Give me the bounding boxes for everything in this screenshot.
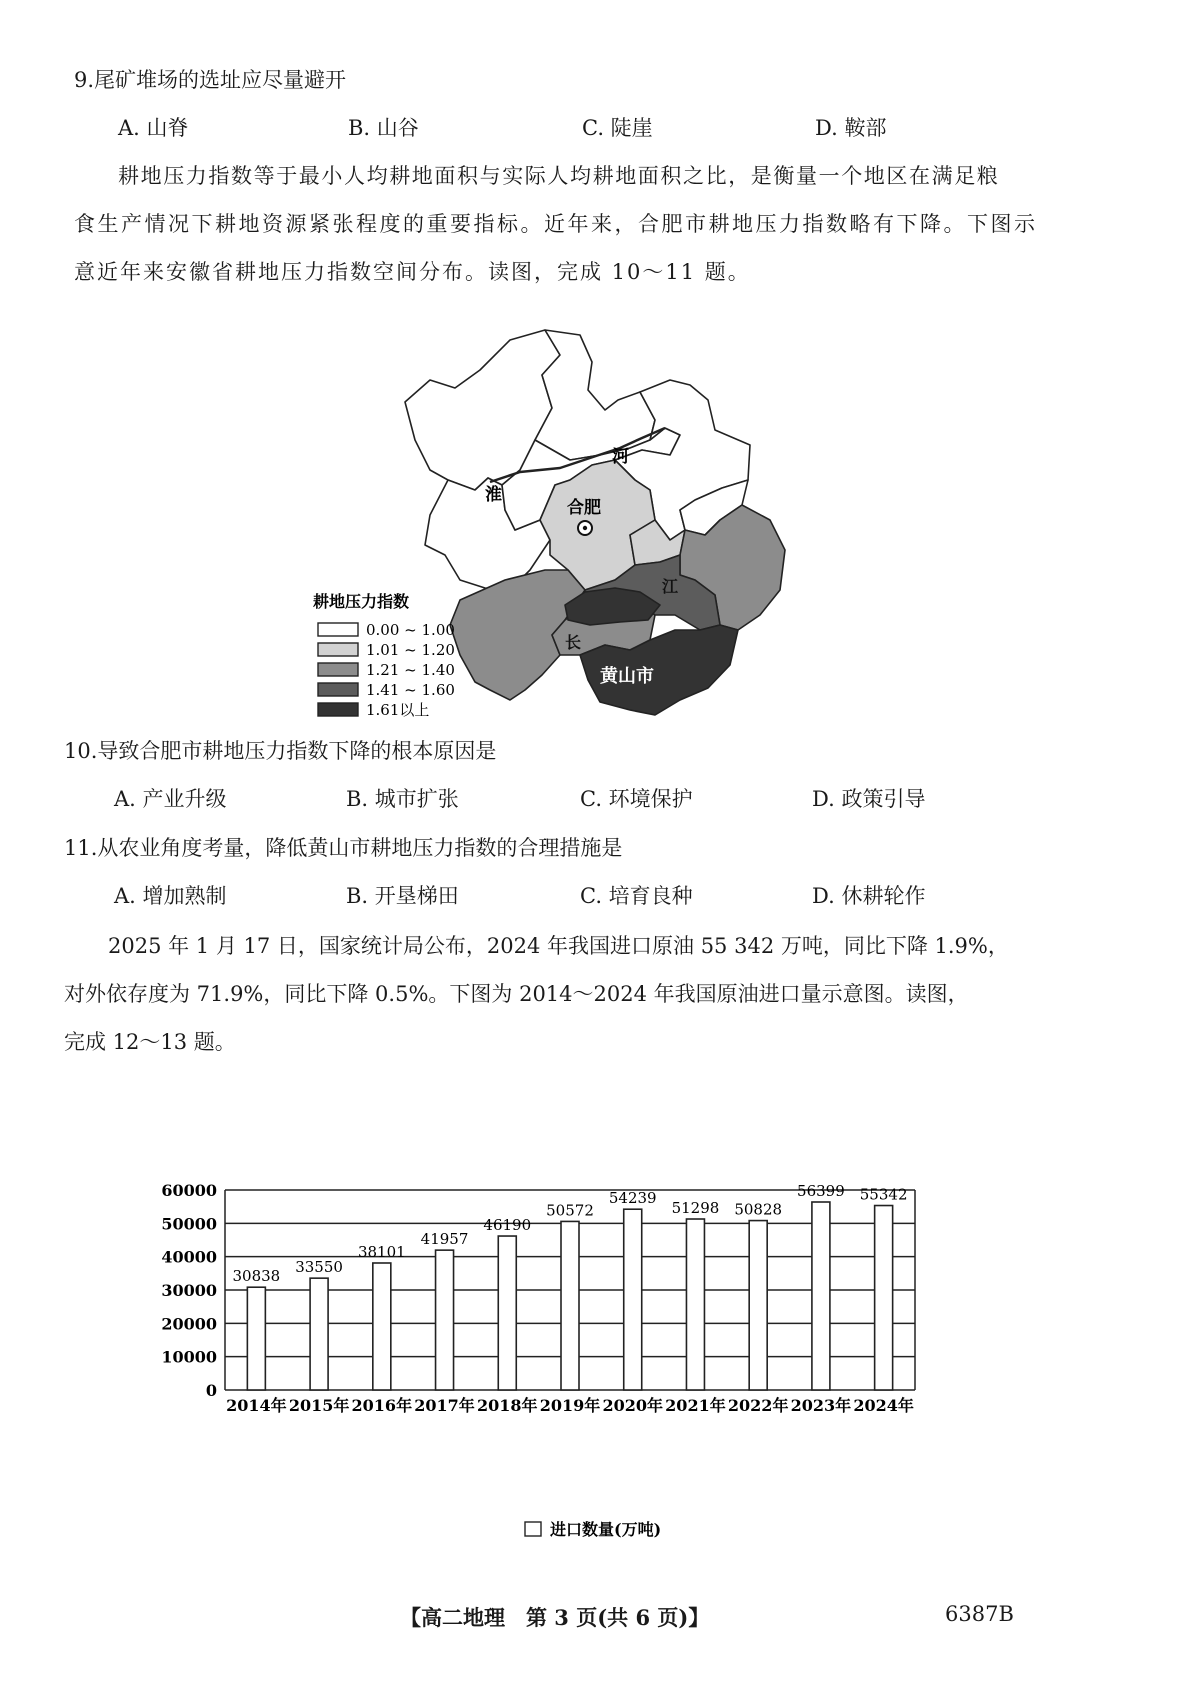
legend-series-name: 进口数量(万吨) <box>550 1520 662 1539</box>
q11-option-c: C. 培育良种 <box>580 884 693 908</box>
bar-value-label: 50572 <box>546 1201 594 1220</box>
chart-y-tick-labels <box>161 1181 217 1400</box>
legend-label-5: 1.61以上 <box>366 701 430 719</box>
q9-option-d: D. 鞍部 <box>815 116 887 140</box>
legend-label-1: 0.00 ~ 1.00 <box>366 621 455 639</box>
x-tick-label: 2018年 <box>476 1396 538 1415</box>
x-tick-label: 2022年 <box>727 1396 789 1415</box>
y-tick-label: 10000 <box>161 1347 217 1367</box>
page-footer: 【高二地理 第 3 页(共 6 页)】 <box>400 1605 710 1630</box>
bar <box>749 1221 767 1390</box>
bar-value-label: 50828 <box>734 1200 783 1219</box>
q11-option-b: B. 开垦梯田 <box>346 884 459 908</box>
bar <box>373 1263 391 1390</box>
y-tick-label: 60000 <box>161 1181 217 1200</box>
bar-value-label: 46190 <box>483 1216 532 1235</box>
bar <box>875 1206 893 1390</box>
intro1-line-2: 食生产情况下耕地资源紧张程度的重要指标。近年来，合肥市耕地压力指数略有下降。下图示 <box>74 212 1038 236</box>
bar <box>310 1278 328 1390</box>
legend-bar-swatch <box>525 1522 541 1536</box>
legend-label-3: 1.21 ~ 1.40 <box>366 661 455 679</box>
y-tick-label: 30000 <box>161 1281 217 1300</box>
q10-option-d: D. 政策引导 <box>812 787 926 811</box>
y-tick-label: 20000 <box>161 1314 217 1334</box>
map-label-huai: 淮 <box>485 485 502 505</box>
q10-options <box>0 783 1190 813</box>
x-tick-label: 2023年 <box>790 1396 852 1415</box>
q9-option-a: A. 山脊 <box>118 116 189 140</box>
legend-swatch-5 <box>318 703 358 716</box>
legend-swatch-1 <box>318 623 358 636</box>
x-tick-label: 2020年 <box>602 1396 664 1415</box>
q11-option-d: D. 休耕轮作 <box>812 884 926 908</box>
bar-value-label: 30838 <box>232 1267 281 1286</box>
bar-value-label: 51298 <box>671 1199 720 1218</box>
bar <box>436 1250 454 1390</box>
q11-option-a: A. 增加熟制 <box>114 884 227 908</box>
x-tick-label: 2016年 <box>351 1396 413 1415</box>
q9-stem: 9.尾矿堆场的选址应尽量避开 <box>74 68 347 92</box>
bar-value-label: 55342 <box>859 1185 908 1204</box>
q11-stem: 11.从农业角度考量，降低黄山市耕地压力指数的合理措施是 <box>64 836 623 860</box>
intro1-line-3: 意近年来安徽省耕地压力指数空间分布。读图，完成 10～11 题。 <box>74 260 751 284</box>
intro2-line-1: 2025 年 1 月 17 日，国家统计局公布，2024 年我国进口原油 55 342 万吨，同比下降 1.9%， <box>108 934 1009 958</box>
hefei-city-marker-dot-icon <box>583 526 587 530</box>
q9-option-c: C. 陡崖 <box>582 116 653 140</box>
legend-swatch-3 <box>318 663 358 676</box>
x-tick-label: 2017年 <box>414 1396 475 1415</box>
map-label-huangshan: 黄山市 <box>600 666 654 687</box>
q11-options <box>0 880 1190 910</box>
q10-option-c: C. 环境保护 <box>580 787 693 811</box>
intro2-line-2: 对外依存度为 71.9%，同比下降 0.5%。下图为 2014～2024 年我国原油进口量示意图。读图， <box>64 982 969 1006</box>
legend-swatch-2 <box>318 643 358 656</box>
legend-label-2: 1.01 ~ 1.20 <box>366 641 455 659</box>
map-label-he: 河 <box>612 447 629 467</box>
q10-option-a: A. 产业升级 <box>114 787 227 811</box>
anhui-pressure-map <box>313 330 860 780</box>
x-tick-label: 2015年 <box>288 1396 350 1415</box>
legend-swatch-4 <box>318 683 358 696</box>
x-tick-label: 2019年 <box>539 1396 601 1415</box>
paper-code: 6387B <box>945 1602 1014 1626</box>
chart-legend <box>525 1520 661 1539</box>
bar-value-label: 33550 <box>295 1258 343 1277</box>
legend-label-4: 1.41 ~ 1.60 <box>366 681 455 699</box>
map-label-hefei: 合肥 <box>567 498 601 518</box>
x-tick-label: 2014年 <box>226 1396 287 1415</box>
map-label-jiang: 江 <box>662 577 679 596</box>
intro1-line-1: 耕地压力指数等于最小人均耕地面积与实际人均耕地面积之比，是衡量一个地区在满足粮 <box>118 164 1000 188</box>
bar-value-label: 54239 <box>608 1189 657 1208</box>
legend-title: 耕地压力指数 <box>313 592 410 611</box>
q9-options <box>0 112 1190 142</box>
chart-x-tick-labels <box>226 1396 914 1415</box>
bar <box>247 1287 265 1390</box>
q9-option-b: B. 山谷 <box>348 116 419 140</box>
bar-value-label: 38101 <box>357 1242 406 1261</box>
q10-stem: 10.导致合肥市耕地压力指数下降的根本原因是 <box>64 739 497 763</box>
crude-oil-import-chart <box>150 1165 1020 1555</box>
map-label-chang: 长 <box>565 633 582 652</box>
bar <box>624 1209 642 1390</box>
map-legend <box>313 592 455 719</box>
bar <box>812 1202 830 1390</box>
q10-option-b: B. 城市扩张 <box>346 787 459 811</box>
chart-bars <box>247 1202 892 1390</box>
y-tick-label: 40000 <box>161 1247 217 1267</box>
y-tick-label: 50000 <box>161 1214 217 1234</box>
bar <box>686 1219 704 1390</box>
y-tick-label: 0 <box>205 1381 217 1400</box>
intro2-line-3: 完成 12～13 题。 <box>64 1030 236 1054</box>
x-tick-label: 2021年 <box>665 1396 726 1415</box>
bar <box>498 1236 516 1390</box>
bar <box>561 1221 579 1390</box>
bar-value-label: 41957 <box>420 1230 469 1249</box>
x-tick-label: 2024年 <box>853 1396 914 1415</box>
bar-value-label: 56399 <box>797 1182 845 1201</box>
